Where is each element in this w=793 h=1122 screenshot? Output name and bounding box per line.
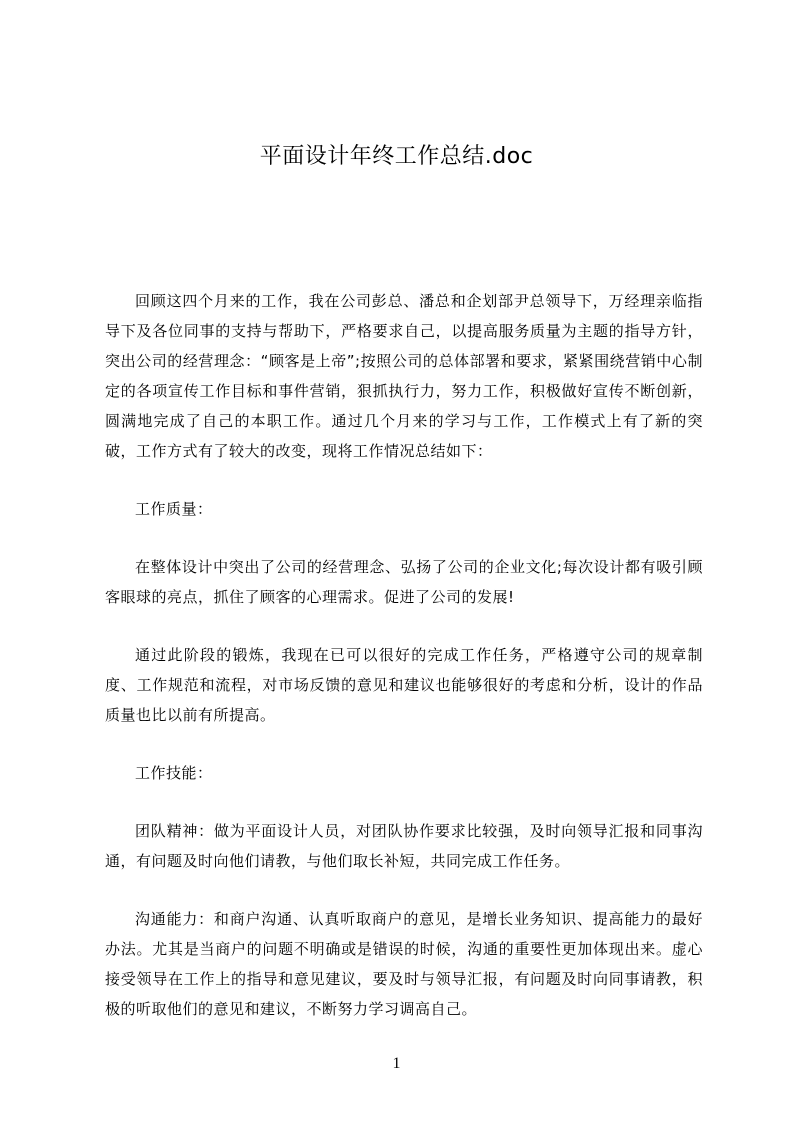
teamwork-paragraph: 团队精神：做为平面设计人员，对团队协作要求比较强，及时向领导汇报和同事沟通，有问题及时向他们请教，与他们取长补短，共同完成工作任务。 xyxy=(105,822,703,870)
section-heading-work-quality: 工作质量： xyxy=(135,500,213,518)
intro-paragraph: 回顾这四个月来的工作，我在公司彭总、潘总和企划部尹总领导下，万经理亲临指导下及各位同事的支持与帮助下，严格要求自己，以提高服务质量为主题的指导方针，突出公司的经营理念：“顾客是上帝”;按照公司的总体部署和要求，紧紧围绕营销中心制定的各项宣传工作目标和事件营销，狠抓执行力，努力工作，积极做好宣传不断创新，圆满地完成了自己的本职工作。通过几个月来的学习与工作，工作模式上有了新的突破，工作方式有了较大的改变，现将工作情况总结如下： xyxy=(105,292,703,460)
section-heading-work-skills: 工作技能： xyxy=(135,764,213,782)
document-title: 平面设计年终工作总结.doc xyxy=(259,144,534,169)
document-body xyxy=(105,286,703,1052)
page-number: 1 xyxy=(392,1055,401,1072)
communication-paragraph: 沟通能力：和商户沟通、认真听取商户的意见，是增长业务知识、提高能力的最好办法。尤其是当商户的问题不明确或是错误的时候，沟通的重要性更加体现出来。虚心接受领导在工作上的指导和意见建议，要及时与领导汇报，有问题及时向同事请教，积极的听取他们的意见和建议，不断努力学习调高自己。 xyxy=(105,910,703,1018)
work-quality-paragraph-1: 在整体设计中突出了公司的经营理念、弘扬了公司的企业文化;每次设计都有吸引顾客眼球的亮点，抓住了顾客的心理需求。促进了公司的发展! xyxy=(105,558,703,606)
work-quality-paragraph-2: 通过此阶段的锻炼，我现在已可以很好的完成工作任务，严格遵守公司的规章制度、工作规范和流程，对市场反馈的意见和建议也能够很好的考虑和分析，设计的作品质量也比以前有所提高。 xyxy=(105,646,703,724)
